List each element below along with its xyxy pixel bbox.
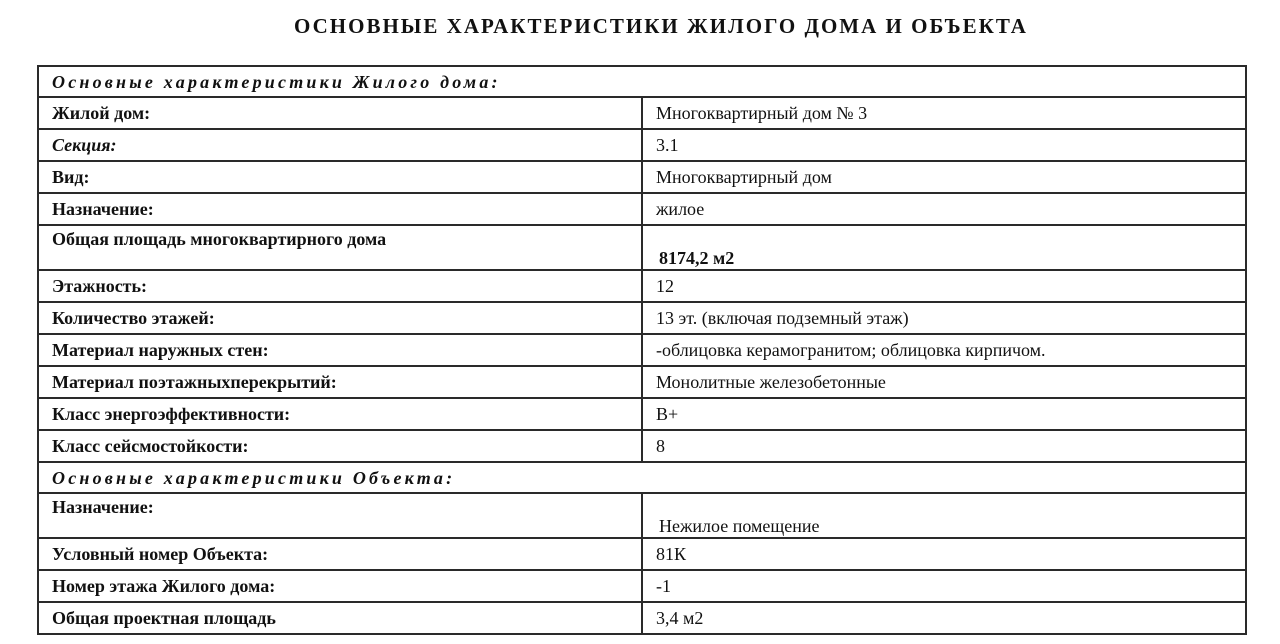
- table-row: [38, 493, 1246, 538]
- table-row: [38, 270, 1246, 302]
- row-value: жилое: [642, 193, 1246, 225]
- table-row: [38, 193, 1246, 225]
- row-value: Нежилое помещение: [642, 493, 1246, 538]
- row-value: 12: [642, 270, 1246, 302]
- section-heading: Основные характеристики Объекта:: [38, 462, 1246, 493]
- row-label: Жилой дом:: [38, 97, 642, 129]
- table-row: [38, 161, 1246, 193]
- table-row: [38, 430, 1246, 462]
- table-row: [38, 302, 1246, 334]
- table-row: [38, 97, 1246, 129]
- row-value: 81К: [642, 538, 1246, 570]
- section-heading: Основные характеристики Жилого дома:: [38, 66, 1246, 97]
- table-row: [38, 570, 1246, 602]
- row-label: Назначение:: [38, 493, 642, 538]
- row-value: 8174,2 м2: [642, 225, 1246, 270]
- table-row: [38, 129, 1246, 161]
- row-value: 13 эт. (включая подземный этаж): [642, 302, 1246, 334]
- row-label: Номер этажа Жилого дома:: [38, 570, 642, 602]
- row-value: B+: [642, 398, 1246, 430]
- row-label: Класс сейсмостойкости:: [38, 430, 642, 462]
- table-row: [38, 334, 1246, 366]
- table-row: [38, 602, 1246, 634]
- row-value: -облицовка керамогранитом; облицовка кирпичом.: [642, 334, 1246, 366]
- page-title: ОСНОВНЫЕ ХАРАКТЕРИСТИКИ ЖИЛОГО ДОМА И ОБЪЕКТА: [294, 14, 1028, 38]
- section-header-object: [38, 462, 1246, 493]
- row-label: Назначение:: [38, 193, 642, 225]
- table-row: [38, 225, 1246, 270]
- table-row: [38, 366, 1246, 398]
- section-header-house: [38, 66, 1246, 97]
- row-value: Монолитные железобетонные: [642, 366, 1246, 398]
- row-label: Материал поэтажныхперекрытий:: [38, 366, 642, 398]
- row-value: Многоквартирный дом № 3: [642, 97, 1246, 129]
- row-value: 3,4 м2: [642, 602, 1246, 634]
- characteristics-table: [37, 65, 1247, 635]
- row-label: Общая площадь многоквартирного дома: [38, 225, 642, 270]
- row-label: Этажность:: [38, 270, 642, 302]
- row-value: 8: [642, 430, 1246, 462]
- table-row: [38, 538, 1246, 570]
- row-label: Количество этажей:: [38, 302, 642, 334]
- row-label: Общая проектная площадь: [38, 602, 642, 634]
- row-label: Класс энергоэффективности:: [38, 398, 642, 430]
- table-row: [38, 398, 1246, 430]
- row-label: Вид:: [38, 161, 642, 193]
- row-label: Материал наружных стен:: [38, 334, 642, 366]
- row-label: Условный номер Объекта:: [38, 538, 642, 570]
- row-value: -1: [642, 570, 1246, 602]
- row-value: 3.1: [642, 129, 1246, 161]
- row-value: Многоквартирный дом: [642, 161, 1246, 193]
- row-label: Секция:: [38, 129, 642, 161]
